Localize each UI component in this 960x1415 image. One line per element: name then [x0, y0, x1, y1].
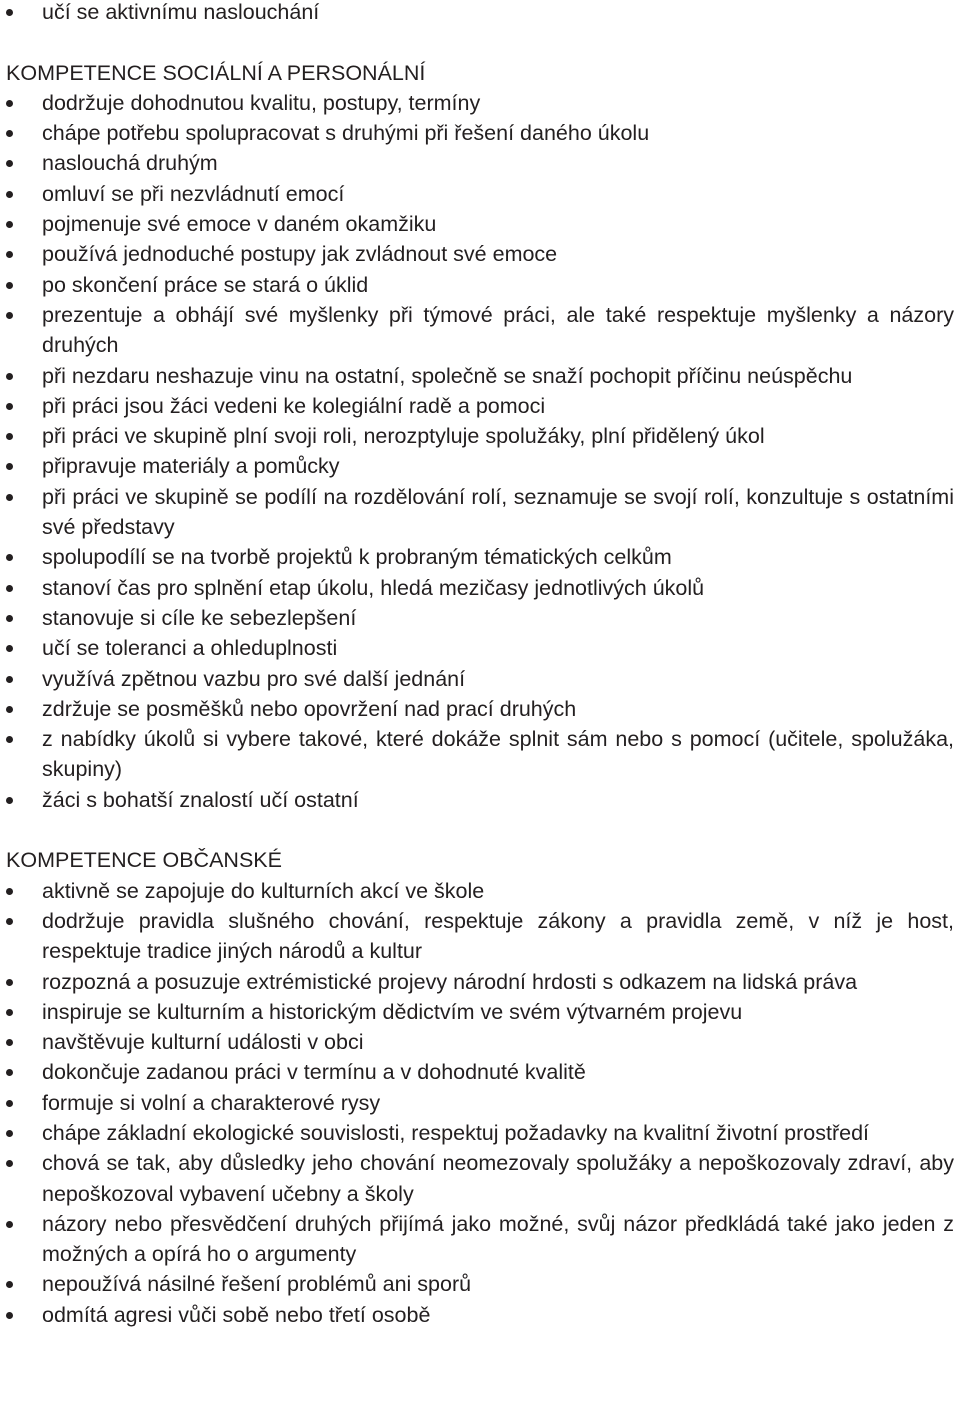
- list-item-text: po skončení práce se stará o úklid: [42, 272, 369, 297]
- list-item: [0, 573, 960, 603]
- list-item: [0, 785, 960, 815]
- bullet-icon: [6, 221, 13, 228]
- list-item-text: naslouchá druhým: [42, 151, 218, 176]
- bullet-icon: [6, 676, 13, 683]
- bullet-icon: [6, 373, 13, 380]
- bullet-icon: [6, 554, 13, 561]
- bullet-icon: [6, 1039, 13, 1046]
- bullet-icon: [6, 463, 13, 470]
- list-item-text: chápe potřebu spolupracovat s druhými při řešení daného úkolu: [42, 121, 650, 146]
- list-item-text: nepoužívá násilné řešení problémů ani sporů: [42, 1272, 472, 1297]
- list-item: [0, 906, 960, 967]
- list-item: [0, 209, 960, 239]
- competence-list: [0, 88, 960, 815]
- list-item: [0, 482, 960, 543]
- competence-list: [0, 876, 960, 1330]
- bullet-icon: [6, 1130, 13, 1137]
- list-item: [0, 1118, 960, 1148]
- list-item: [0, 1088, 960, 1118]
- list-item-text: používá jednoduché postupy jak zvládnout své emoce: [42, 242, 558, 267]
- bullet-icon: [6, 1312, 13, 1319]
- top-list: [0, 0, 960, 27]
- bullet-icon: [6, 736, 13, 743]
- bullet-icon: [6, 433, 13, 440]
- bullet-icon: [6, 160, 13, 167]
- list-item-text: prezentuje a obhájí své myšlenky při týmové práci, ale také respektuje myšlenky a názory druhých: [42, 302, 954, 358]
- list-item-text: formuje si volní a charakterové rysy: [42, 1090, 381, 1115]
- list-item: [0, 179, 960, 209]
- list-item: [0, 664, 960, 694]
- list-item-text: chová se tak, aby důsledky jeho chování neomezovaly spolužáky a nepoškozovaly zdraví, aby nepoškozoval vybavení učebny a školy: [42, 1151, 954, 1206]
- bullet-icon: [6, 312, 13, 319]
- list-item: [0, 876, 960, 906]
- list-item: [0, 1209, 960, 1270]
- bullet-icon: [6, 251, 13, 258]
- list-item-text: inspiruje se kulturním a historickým dědictvím ve svém výtvarném projevu: [42, 999, 743, 1024]
- list-item: [0, 88, 960, 118]
- section-civic: [0, 845, 960, 1330]
- bullet-icon: [6, 130, 13, 137]
- bullet-icon: [6, 706, 13, 713]
- bullet-icon: [6, 1069, 13, 1076]
- bullet-icon: [6, 1221, 13, 1228]
- list-item-text: zdržuje se posměšků nebo opovržení nad prací druhých: [42, 696, 577, 721]
- list-item: [0, 361, 960, 391]
- list-item: [0, 270, 960, 300]
- list-item: [0, 118, 960, 148]
- list-item-text: aktivně se zapojuje do kulturních akcí ve škole: [42, 878, 485, 903]
- list-item-text: odmítá agresi vůči sobě nebo třetí osobě: [42, 1302, 431, 1327]
- bullet-icon: [6, 403, 13, 410]
- bullet-icon: [6, 645, 13, 652]
- list-item: [0, 1027, 960, 1057]
- section-social-personal: [0, 58, 960, 815]
- list-item-text: žáci s bohatší znalostí učí ostatní: [42, 787, 359, 812]
- list-item: [0, 633, 960, 663]
- list-item: [0, 391, 960, 421]
- list-item: [0, 603, 960, 633]
- list-item-text: připravuje materiály a pomůcky: [42, 454, 340, 479]
- list-item: [0, 451, 960, 481]
- list-item: [0, 239, 960, 269]
- list-item-text: stanoví čas pro splnění etap úkolu, hledá mezičasy jednotlivých úkolů: [42, 575, 705, 600]
- list-item-text: využívá zpětnou vazbu pro své další jednání: [42, 666, 466, 691]
- list-item: [0, 300, 960, 361]
- bullet-icon: [6, 9, 13, 16]
- list-item: [0, 694, 960, 724]
- bullet-icon: [6, 1160, 13, 1167]
- list-item-text: učí se toleranci a ohleduplnosti: [42, 636, 338, 661]
- list-item-text: stanovuje si cíle ke sebezlepšení: [42, 605, 357, 630]
- bullet-icon: [6, 888, 13, 895]
- bullet-icon: [6, 918, 13, 925]
- list-item: [0, 1300, 960, 1330]
- bullet-icon: [6, 1009, 13, 1016]
- list-item-text: spolupodílí se na tvorbě projektů k probraným tématických celkům: [42, 545, 672, 570]
- list-item-text: při nezdaru neshazuje vinu na ostatní, společně se snaží pochopit příčinu neúspěchu: [42, 363, 853, 388]
- list-item: [0, 724, 960, 785]
- list-item: [0, 997, 960, 1027]
- bullet-icon: [6, 585, 13, 592]
- bullet-icon: [6, 100, 13, 107]
- bullet-icon: [6, 494, 13, 501]
- list-item-text: názory nebo přesvědčení druhých přijímá jako možné, svůj názor předkládá také jako jeden z možných a opírá ho o argumenty: [42, 1211, 954, 1267]
- bullet-icon: [6, 615, 13, 622]
- bullet-icon: [6, 1281, 13, 1288]
- list-item: [0, 148, 960, 178]
- bullet-icon: [6, 979, 13, 986]
- list-item-text: dokončuje zadanou práci v termínu a v dohodnuté kvalitě: [42, 1060, 586, 1085]
- list-item: [0, 967, 960, 997]
- list-item-text: chápe základní ekologické souvislosti, respektuj požadavky na kvalitní životní prostředí: [42, 1120, 869, 1145]
- list-item-text: při práci ve skupině plní svoji roli, nerozptyluje spolužáky, plní přidělený úkol: [42, 424, 765, 449]
- bullet-icon: [6, 282, 13, 289]
- list-item: [0, 0, 960, 27]
- list-item-text: dodržuje pravidla slušného chování, respektuje zákony a pravidla země, v níž je host, respektuje tradice jiných národů a kultur: [42, 908, 954, 964]
- list-item-text: navštěvuje kulturní události v obci: [42, 1030, 364, 1055]
- list-item-text: z nabídky úkolů si vybere takové, které dokáže splnit sám nebo s pomocí (učitele, spolužáka, skupiny): [42, 727, 954, 782]
- list-item: [0, 421, 960, 451]
- list-item-text: dodržuje dohodnutou kvalitu, postupy, termíny: [42, 90, 481, 115]
- list-item-text: pojmenuje své emoce v daném okamžiku: [42, 212, 437, 237]
- list-item-text: učí se aktivnímu naslouchání: [42, 0, 320, 24]
- list-item: [0, 1269, 960, 1299]
- section-heading: KOMPETENCE OBČANSKÉ: [6, 848, 282, 873]
- list-item-text: omluví se při nezvládnutí emocí: [42, 181, 345, 206]
- list-item-text: při práci jsou žáci vedeni ke kolegiální radě a pomoci: [42, 393, 546, 418]
- bullet-icon: [6, 1100, 13, 1107]
- list-item-text: při práci ve skupině se podílí na rozdělování rolí, seznamuje se svojí rolí, konzultuje s ostatními své představy: [42, 484, 954, 540]
- list-item: [0, 542, 960, 572]
- list-item-text: rozpozná a posuzuje extrémistické projevy národní hrdosti s odkazem na lidská práva: [42, 969, 858, 994]
- bullet-icon: [6, 191, 13, 198]
- section-heading: KOMPETENCE SOCIÁLNÍ A PERSONÁLNÍ: [6, 60, 426, 85]
- list-item: [0, 1148, 960, 1209]
- list-item: [0, 1057, 960, 1087]
- bullet-icon: [6, 797, 13, 804]
